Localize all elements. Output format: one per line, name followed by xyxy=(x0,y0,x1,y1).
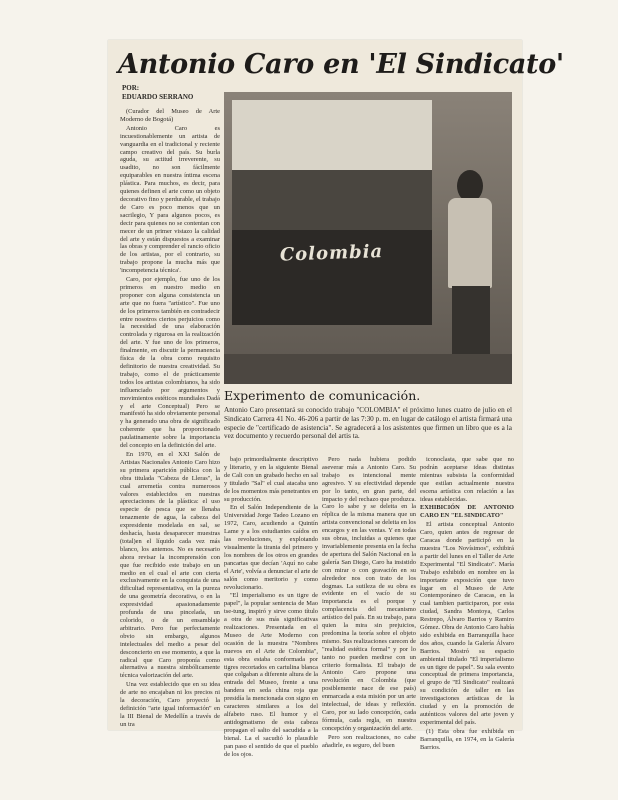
section-heading: EXHIBICIÓN DE ANTONIO CARO EN "EL SINDICATO" xyxy=(420,504,514,520)
article-column-2 xyxy=(224,456,318,758)
newspaper-clipping xyxy=(108,40,564,758)
flag-stripe-top xyxy=(232,100,432,170)
footnote: (1) Esta obra fue exhibida en Barranquilla, en 1974, en la Galería Barrios. xyxy=(420,727,514,751)
paragraph: Caro, por ejemplo, fue uno de los primeros en nuestro medio en proponer con alguna consistencia un arte que no fuera "artístico". Fue uno de los primeros también en contradecir entre nosotros ciertos perjuicios como la necesidad de una elaboración controlada y rigurosa en la realización del arte. Y fue uno de los primeros, finalmente, en discutir la permanencia física de la obra como requisito definitorio de nuestra creatividad. Su trabajo, como el de prácticamente todos los artistas colombianos, ha sido influenciado por argumentos y movimientos estéticos mundiales Dadá y el arte Conceptual) Pero se manifestó ha sido obviamente personal y ha generado una obra de significado coherente que ha proporcionado paulatinamente sobre la importancia del concepto en la definición del arte. xyxy=(120,276,220,450)
paragraph: El artista conceptual Antonio Caro, quien antes de regresar de Caracas donde participó en la muestra "Los Novísimos", exhibirá a partir del lunes en el Taller de Arte Experimental "El Sindicato". María Trabajo exhibido en nombre en la importante exposición que tuvo lugar en el Museo de Arte Contemporáneo de Caracas, en la cual tambien participaron, por esta ciudad, Sandra Montoya, Carlos Restrepo, Álvaro Barrios y Ramiro Gómez. Obra de Antonio Caro había sido exhibida en Barranquilla hace dos años, cuando la Galería Álvaro Barrios. Mostró su espacio ambiental titulado "El imperialismo es un tigre de papel". Su sala evento conceptual de primera importancia, el grupo de "El Sindicato" realizará su condición de taller en las investigaciones artísticas de la ciudad y en la promoción de auténticos valores del arte joven y experimental del país. xyxy=(420,521,514,726)
paragraph: bajo primordialmente descriptivo y literario, y en la siguiente Bienal de Cali con un grabado hecho en sal y titulado "Sal" el cual atacaba uno de los momentos más penetrantes en su producción. xyxy=(224,456,318,503)
flag-stripe-middle xyxy=(232,170,432,230)
paragraph: Pero son realizaciones, no cabe añadirle, es seguro, del buen xyxy=(322,733,416,749)
artist-figure-body xyxy=(448,198,492,288)
paragraph: Una vez establecido que en su idea de arte no encajaban ni los precios ni la decoración, Caro proyectó la definición "arte igual información" en la III Bienal de Medellín a través de un tra xyxy=(120,681,220,728)
flag-lettering: Colombia xyxy=(279,241,384,266)
article-column-3 xyxy=(322,456,416,749)
paragraph: En 1970, en el XXI Salón de Artistas Nacionales Antonio Caro hizo su primera aparición pública con la obra titulada "Cabeza de Lleras", la cual arremetía contra numerosos valores establecidos en nuestras apreciaciones de la plástica: el uso especie de pesca que se llenaba tenazmente de agua, la cabeza del expresidente modelada en sal, se deshacía, hasta desaparecer muestras (total)en el líquido cada vez más blanco, los antemos. No es necesario ahora revisar la incomprensión con que fue recibido este trabajo en un medio en el cual el arte con cierta exclusivamente en la conquista de una dificultad representativa, en la pureza de una geometría decorativa, o en la expresividad apasionadamente profunda de una pincelada, un colorido, o de un ensamblaje arbitrario. Pero fue perfectamente obvio sin embargo, algunos intelectuales del medio a pesar del desconcierto en ese momento, a que la radical que Caro proponía como alternativa a nuestra simbólicamente técnica valorización del arte. xyxy=(120,450,220,680)
paragraph: En el Salón Independiente de la Universidad Jorge Tadeo Lozano en 1972, Caro, acudiendo a Quintín Lame y a los estudiantes caídos en las revoluciones, y explotando visualmente la tirania del primero y los nombres de los otros en grandes pancartas que decían 'Aquí no cabe el Arte', volvía a denunciar el arte de salón como meritorio y como revolucionario. xyxy=(224,504,318,591)
subheadline: Experimento de comunicación. xyxy=(224,388,421,403)
curator-note: (Curador del Museo de Arte Moderno de Bogotá) xyxy=(120,108,220,123)
byline-por: POR: xyxy=(122,84,140,92)
paragraph: "El imperialismo es un tigre de papel", la popular sentencia de Mao tse-tung, inspiró y sirve como título a otra de sus más significativas realizaciones. Presentada en el Museo de Arte Moderno con ocasión de la muestra "Nombres nuevos en el Arte de Colombia", esta obra estaba conformada por tigres recortados en cartulina blanca que colgaban a diferente altura de la entrada del Museo, frente a una bandera en seda china roja que presidía la mencionada con signo en caracteres similares a los del alfabeto ruso. El humor y el antidogmatismo de esta cabeza propagan el salto del sacudida a la bienal. La el sacudió lo plausible pan paso el sentido de que el pueblo de los ojos. xyxy=(224,592,318,758)
article-column-4 xyxy=(420,456,514,751)
artwork-photo xyxy=(224,92,512,384)
photo-floor xyxy=(224,354,512,384)
photo-caption: Antonio Caro presentará su conocido trabajo "COLOMBIA" el próximo lunes cuatro de julio en el Sindicato Carrera 41 No. 46-206 a partir de las 7:30 p. m. en lugar de catálogo el artista firmará una especie de "certificado de asistencia". Se agradecerá a los asistentes que firmen un libro que es a la vez documento y recuerdo personal del artis ta. xyxy=(224,406,512,441)
paragraph: iconoclasta, que sabe que no podrán aceptarse ideas distintas mientras subsista la conformidad que estilan actualmente nuestra escena artística con relación a las ideas establecidas. xyxy=(420,456,514,503)
byline-author: EDUARDO SERRANO xyxy=(122,92,194,101)
article-column-1 xyxy=(120,108,220,728)
headline: Antonio Caro en 'El Sindicato' xyxy=(118,49,564,80)
paragraph: Antonio Caro es incuestionablemente un artista de vanguardia en el tradicional y reciente campo creativo del país. Su burla aguda, su actitud irreverente, su usadito, no son fácilmente equiparables en nuestra íntima escena plástica. Para muchos, es decir, para quienes definen el arte como un objeto decorativo fino y perdurable, el trabajo de Caro es poco menos que un sacrilegio, Y para algunos pocos, es decir para quienes no se contentan con mecer de un primer vistazo la calidad del arte y están dispuestos a examinar las obras y comprender el rancio oficio de los artistas, por el contrario, su trabajo propone la mucha más que 'incompetencia técnica'. xyxy=(120,124,220,275)
paragraph: Pero nada hubiera podido aseverar más a Antonio Caro. Su trabajo es intencional mente agresivo. Y su efectividad depende por lo tanto, en gran parte, del impacto y del rechazo que produzca. Caro lo sabe y se deleita en la réplica de la misma manera que un artista convencional se deleita en los encargos y en las ventas. Y en todas sus obras, incluidas a quienes que invariablemente presenta en la fecha de apertura del Salón Nacional en la galería San Diego, Caro ha insistido con mirar o con gravación en su alrededor nos con trato de los dogmas. La sutileza de su obra es evidente en el vacío de su importancia es el porque y complacencia del mecanismo artístico del país. En su trabajo, para quien la mira sin prejuicios, predomina la teoría sobre el objeto mismo. Sus realizaciones carecen de "realidad estética formal" y por lo tanto no pueden medirse con un criterio formalista. El trabajo de Antonio Caro propone una revolución en Colombia (que posiblemente nace de ese país) enmarcada a esta misión por un arte intelectual, de ideas y reflexión. Caro, por su lado concepción, cada fórmula, cada regla, en nuestra concepción y organización del arte. xyxy=(322,456,416,732)
byline xyxy=(122,84,222,101)
